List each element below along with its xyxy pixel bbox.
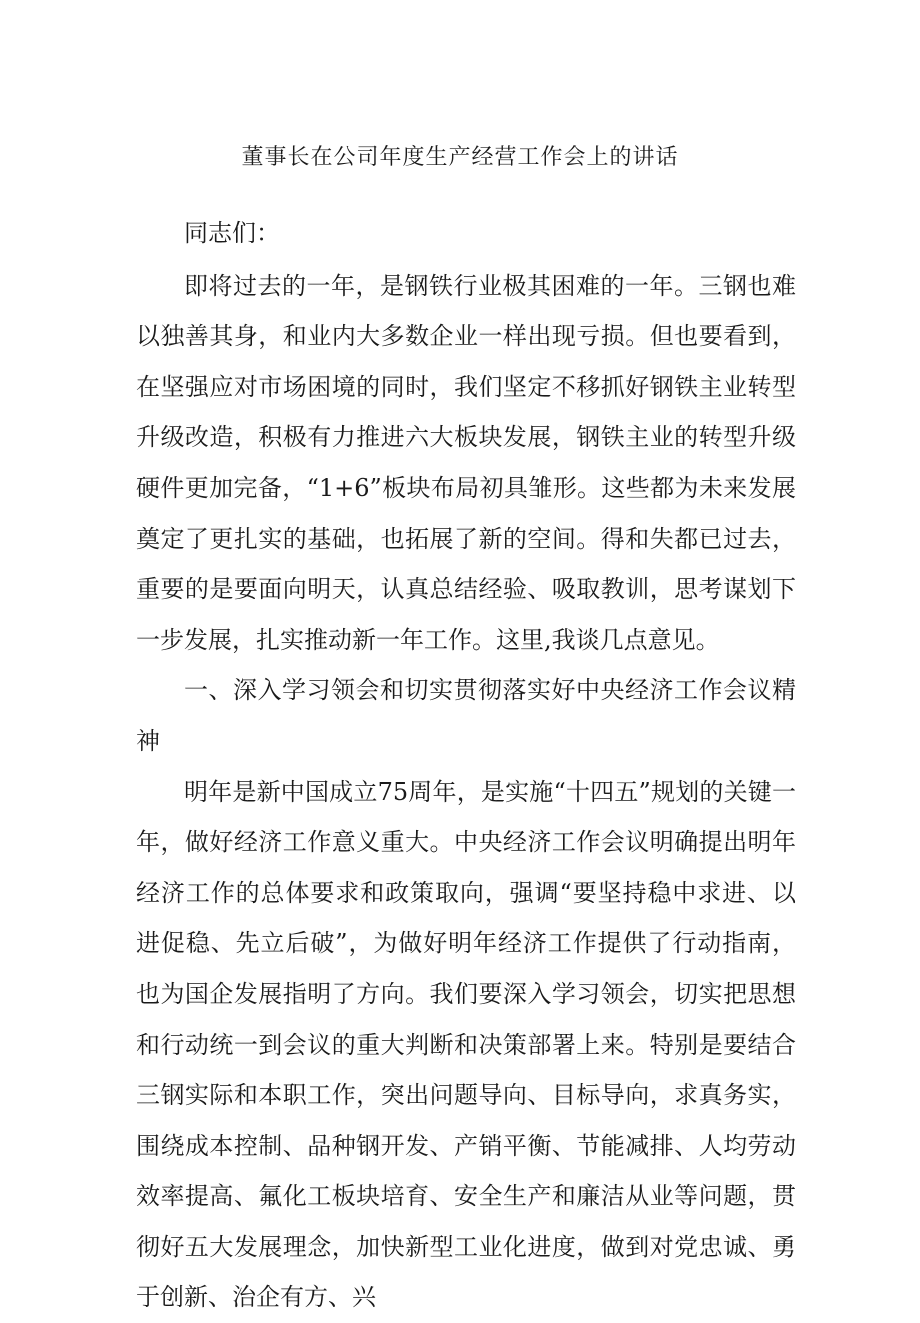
paragraph-section-1: 明年是新中国成立75周年，是实施“十四五”规划的关键一年，做好经济工作意义重大。中央经济工作会议明确提出明年经济工作的总体要求和政策取向，强调“要坚持稳中求进、以进促稳、先立后破”，为做好明年经济工作提供了行动指南，也为国企发展指明了方向。我们要深入学习领会，切实把思想和行动统一到会议的重大判断和决策部署上来。特别是要结合三钢实际和本职工作，突出问题导向、目标导向，求真务实，围绕成本控制、品种钢开发、产销平衡、节能减排、人均劳动效率提高、氟化工板块培育、安全生产和廉洁从业等问题，贯彻好五大发展理念，加快新型工业化进度，做到对党忠诚、勇于创新、治企有方、兴 [136,777,796,1312]
paragraph-intro: 即将过去的一年，是钢铁行业极其困难的一年。三钢也难以独善其身，和业内大多数企业一样出现亏损。但也要看到，在坚强应对市场困境的同时，我们坚定不移抓好钢铁主业转型升级改造，积极有力推进六大板块发展，钢铁主业的转型升级硬件更加完备，“1+6”板块布局初具雏形。这些都为未来发展奠定了更扎实的基础，也拓展了新的空间。得和失都已过去，重要的是要面向明天，认真总结经验、吸取教训，思考谋划下一步发展，扎实推动新一年工作。这里,我谈几点意见。 [136,271,796,654]
document-title: 董事长在公司年度生产经营工作会上的讲话 [241,145,679,170]
document-body [136,208,796,1323]
section-heading-1: 一、深入学习领会和切实贯彻落实好中央经济工作会议精神 [136,676,796,755]
salutation: 同志们： [184,219,280,247]
